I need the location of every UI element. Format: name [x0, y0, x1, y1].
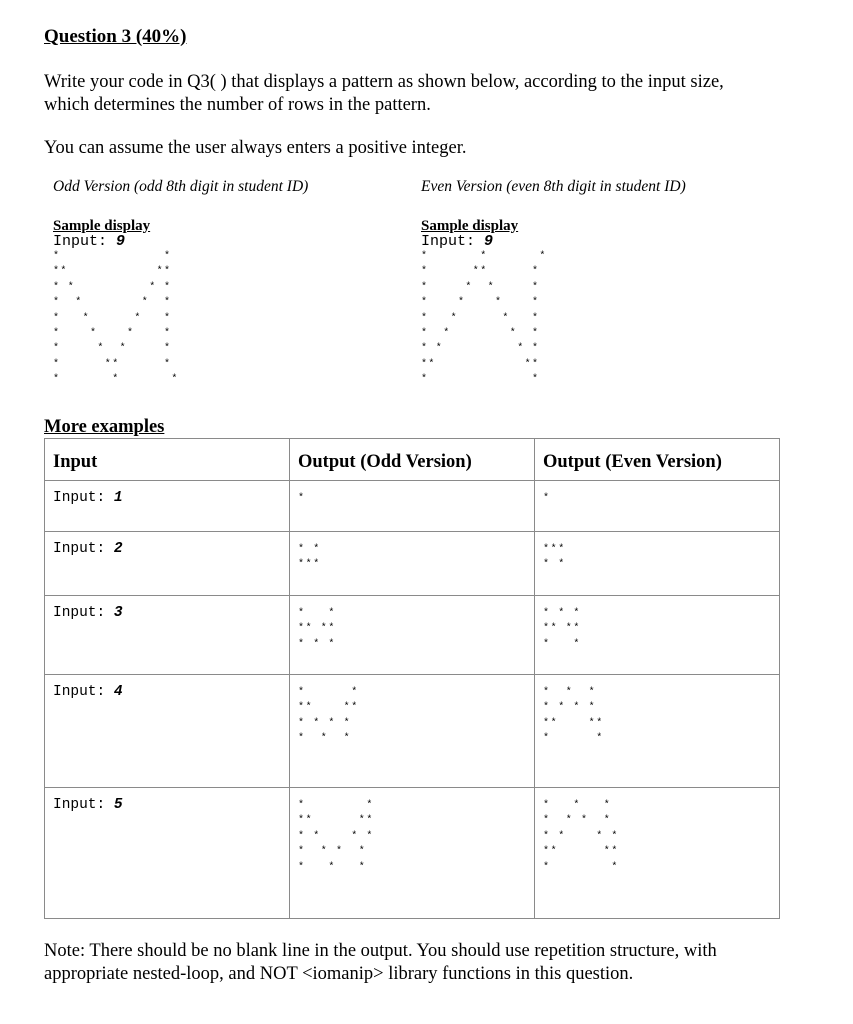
row-input-value: 3: [113, 605, 123, 621]
even-version-label: Even Version (even 8th digit in student ID): [421, 178, 686, 195]
even-sample-block: [421, 219, 547, 388]
even-output: *: [543, 493, 551, 504]
even-sample-input-label: Input:: [421, 233, 485, 250]
question-heading: Question 3 (40%): [44, 26, 187, 47]
odd-sample-pattern: * * ** ** * * * * * * * * * * * * * * * * * * * * * ** * * * *: [53, 251, 179, 386]
odd-version-label: Odd Version (odd 8th digit in student ID): [53, 178, 309, 195]
row-input-value: 5: [113, 797, 123, 813]
table-row: [45, 675, 780, 788]
row-input: [53, 685, 281, 700]
header-output-odd: Output (Odd Version): [290, 439, 535, 481]
header-input: Input: [45, 439, 290, 481]
row-input-label: Input:: [53, 605, 114, 621]
table-row: [45, 532, 780, 596]
row-input-value: 2: [113, 541, 123, 557]
more-examples-heading: More examples: [44, 417, 165, 437]
even-sample-pattern: * * * * ** * * * * * * * * * * * * * * * * * * * * * ** ** * *: [421, 251, 547, 386]
row-input: [53, 542, 281, 557]
row-input: [53, 491, 281, 506]
odd-output: * * ** ** * * * * * * *: [298, 687, 359, 745]
row-input-value: 1: [113, 490, 123, 506]
row-input: [53, 798, 281, 813]
row-input-value: 4: [113, 684, 123, 700]
header-output-even: Output (Even Version): [535, 439, 780, 481]
even-output: * * * * * * * ** ** * *: [543, 687, 604, 745]
even-output: *** * *: [543, 544, 566, 571]
row-input-label: Input:: [53, 541, 114, 557]
odd-sample-title: Sample display: [53, 218, 151, 234]
even-output: * * * ** ** * *: [543, 608, 582, 650]
odd-output: * * ***: [298, 544, 321, 571]
even-sample-title: Sample display: [421, 218, 519, 234]
odd-sample-input-value: 9: [116, 233, 126, 250]
even-sample-input-value: 9: [484, 233, 494, 250]
table-row: [45, 596, 780, 675]
row-input-label: Input:: [53, 684, 114, 700]
odd-sample-input: [53, 234, 179, 249]
examples-table: [44, 438, 780, 919]
table-row: [45, 788, 780, 919]
odd-output: * * ** ** * * *: [298, 608, 337, 650]
note-text: Note: There should be no blank line in the output. You should use repetition structure, with appropriate nested-loop, and NOT <iomanip> library functions in this question.: [44, 941, 717, 984]
assumption-text: You can assume the user always enters a positive integer.: [44, 138, 467, 158]
odd-output: * * ** ** * * * * * * * * * * *: [298, 800, 375, 873]
even-sample-input: [421, 234, 547, 249]
row-input: [53, 606, 281, 621]
row-input-label: Input:: [53, 490, 114, 506]
intro-text: Write your code in Q3( ) that displays a pattern as shown below, according to the input size, which determines the number of rows in the pattern.: [44, 72, 724, 115]
table-row: [45, 481, 780, 532]
even-output: * * * * * * * * * * * ** ** * *: [543, 800, 620, 873]
odd-output: *: [298, 493, 306, 504]
row-input-label: Input:: [53, 797, 114, 813]
examples-header-row: [45, 439, 780, 481]
odd-sample-input-label: Input:: [53, 233, 117, 250]
odd-sample-block: [53, 219, 179, 388]
